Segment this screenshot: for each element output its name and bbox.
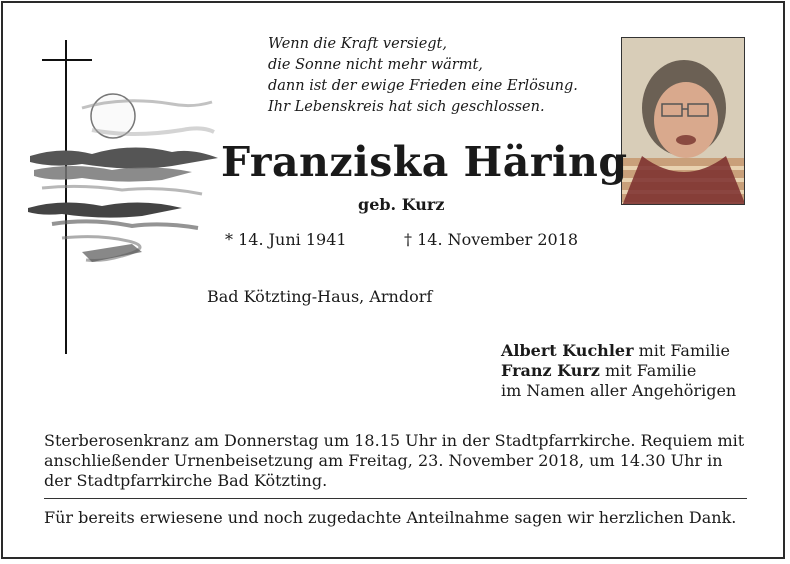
mourner-suffix: mit Familie — [599, 361, 697, 380]
mourner-line — [501, 381, 736, 401]
divider — [44, 498, 747, 499]
birth-date: * 14. Juni 1941 — [225, 230, 347, 249]
deceased-name: Franziska Häring — [221, 138, 628, 186]
poem-line: Ihr Lebenskreis hat sich geschlossen. — [268, 99, 545, 115]
mourner-line — [501, 361, 736, 381]
poem-line: die Sonne nicht mehr wärmt, — [268, 57, 483, 73]
mourner-name: Albert Kuchler — [501, 341, 634, 360]
cross-icon — [42, 40, 92, 354]
birth-name: geb. Kurz — [358, 195, 445, 214]
poem-line: dann ist der ewige Frieden eine Erlösung. — [268, 78, 578, 94]
thanks-note: Für bereits erwiesene und noch zugedachte Anteilnahme sagen wir herzlichen Dank. — [44, 508, 737, 527]
mourner-suffix: mit Familie — [633, 341, 730, 360]
poem-line: Wenn die Kraft versiegt, — [268, 36, 447, 52]
cross-landscape-illustration — [22, 38, 222, 358]
mourner-line — [501, 341, 736, 361]
portrait-photo — [621, 37, 745, 205]
service-info: Sterberosenkranz am Donnerstag um 18.15 Uhr in der Stadtpfarrkirche. Requiem mit anschließender Urnenbeisetzung am Freitag, 23. November 2018, um 14.30 Uhr in der Stadtpfarrkirche Bad Kötzting. — [44, 431, 745, 490]
death-date: † 14. November 2018 — [404, 230, 579, 249]
mourner-suffix: im Namen aller Angehörigen — [501, 381, 737, 400]
poem — [268, 34, 578, 118]
mourner-name: Franz Kurz — [501, 361, 600, 380]
residence: Bad Kötzting-Haus, Arndorf — [207, 287, 433, 306]
mourners-list — [501, 341, 736, 401]
portrait-photo-icon — [622, 38, 745, 205]
landscape-illustration — [28, 94, 218, 262]
